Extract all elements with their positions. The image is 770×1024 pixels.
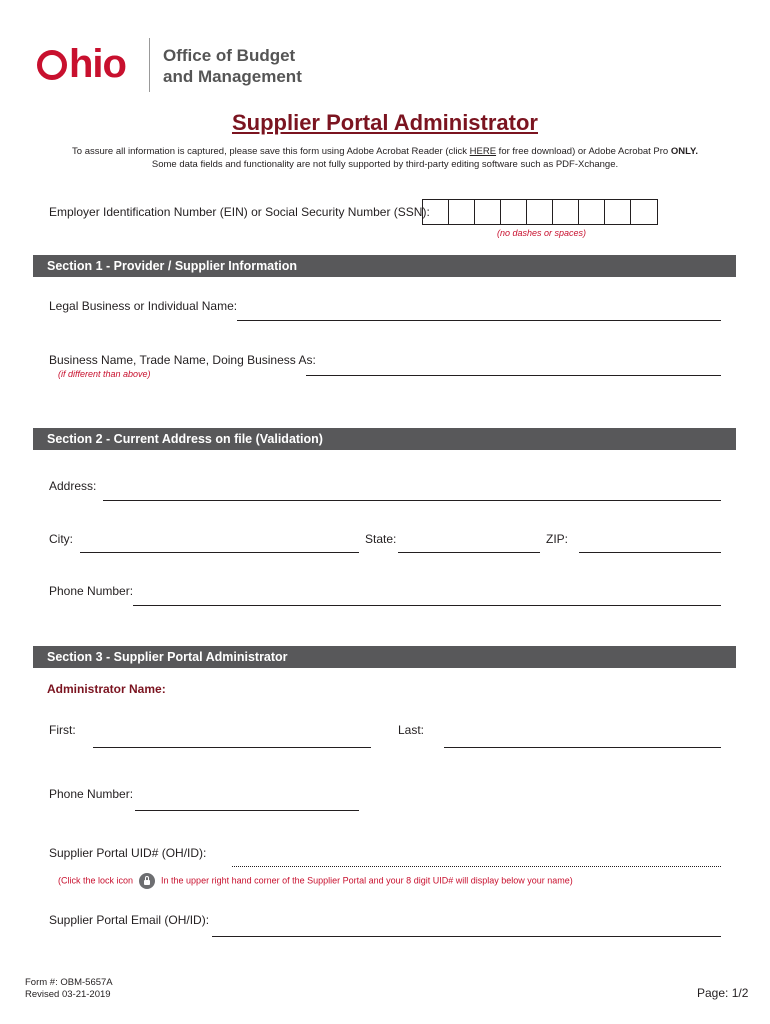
dba-field[interactable]	[306, 375, 721, 376]
first-name-label: First:	[49, 723, 76, 737]
uid-field[interactable]	[232, 866, 721, 867]
note-text-post: for free download) or Adobe Acrobat Pro	[496, 146, 671, 157]
ein-digit-box[interactable]	[501, 200, 527, 224]
dba-label: Business Name, Trade Name, Doing Business As:	[49, 353, 316, 367]
ein-digit-box[interactable]	[423, 200, 449, 224]
state-label: State:	[365, 532, 397, 546]
last-name-field[interactable]	[444, 747, 721, 748]
email-label: Supplier Portal Email (OH/ID):	[49, 913, 210, 927]
note-text-pre: To assure all information is captured, please save this form using Adobe Acrobat Reader (click	[72, 146, 470, 157]
lock-icon	[139, 873, 155, 889]
form-number: Form #: OBM-5657A	[25, 977, 113, 988]
note-line-2: Some data fields and functionality are not fully supported by third-party editing software such as PDF-Xchange.	[151, 159, 619, 170]
form-title: Supplier Portal Administrator	[231, 110, 538, 135]
uid-hint-pre: (Click the lock icon	[58, 875, 134, 886]
admin-phone-field[interactable]	[135, 810, 359, 811]
ein-digit-box[interactable]	[449, 200, 475, 224]
ein-digit-box[interactable]	[475, 200, 501, 224]
ohio-logo-text: hio	[69, 42, 126, 86]
address-phone-field[interactable]	[133, 605, 721, 606]
email-field[interactable]	[212, 936, 721, 937]
section-3-header: Section 3 - Supplier Portal Administrator	[33, 646, 736, 668]
first-name-field[interactable]	[93, 747, 371, 748]
address-phone-label: Phone Number:	[49, 584, 134, 598]
section-1-header: Section 1 - Provider / Supplier Information	[33, 255, 736, 277]
note-line-1	[0, 145, 770, 158]
office-name	[163, 45, 302, 87]
download-link[interactable]: HERE	[469, 146, 497, 157]
city-label: City:	[49, 532, 73, 546]
uid-label: Supplier Portal UID# (OH/ID):	[49, 846, 207, 860]
last-name-label: Last:	[398, 723, 425, 737]
form-footer	[25, 977, 113, 1001]
office-line-2: and Management	[163, 67, 302, 86]
zip-field[interactable]	[579, 552, 721, 553]
ein-label: Employer Identification Number (EIN) or Social Security Number (SSN):	[49, 205, 430, 219]
ein-hint: (no dashes or spaces)	[497, 228, 587, 238]
ein-input[interactable]	[422, 199, 658, 225]
ein-digit-box[interactable]	[527, 200, 553, 224]
legal-name-label: Legal Business or Individual Name:	[49, 299, 238, 313]
legal-name-field[interactable]	[237, 320, 721, 321]
dba-hint: (if different than above)	[58, 369, 151, 379]
note-only: ONLY.	[670, 146, 698, 157]
page-number: Page: 1/2	[697, 986, 749, 1000]
logo-divider	[149, 38, 150, 92]
section-2-header: Section 2 - Current Address on file (Validation)	[33, 428, 736, 450]
ohio-logo	[37, 44, 126, 84]
office-line-1: Office of Budget	[163, 46, 296, 65]
ein-digit-box[interactable]	[553, 200, 579, 224]
administrator-name-heading: Administrator Name:	[47, 682, 166, 696]
uid-hint	[58, 873, 573, 889]
revised-date: Revised 03-21-2019	[25, 989, 111, 1000]
city-field[interactable]	[80, 552, 359, 553]
uid-hint-post: In the upper right hand corner of the Supplier Portal and your 8 digit UID# will display below your name)	[161, 875, 573, 886]
ohio-logo-o	[37, 50, 67, 80]
ein-digit-box[interactable]	[579, 200, 605, 224]
ein-digit-box[interactable]	[605, 200, 631, 224]
zip-label: ZIP:	[546, 532, 569, 546]
address-field[interactable]	[103, 500, 721, 501]
admin-phone-label: Phone Number:	[49, 787, 134, 801]
ein-digit-box[interactable]	[631, 200, 657, 224]
state-field[interactable]	[398, 552, 540, 553]
address-label: Address:	[49, 479, 97, 493]
save-instructions	[0, 145, 770, 171]
